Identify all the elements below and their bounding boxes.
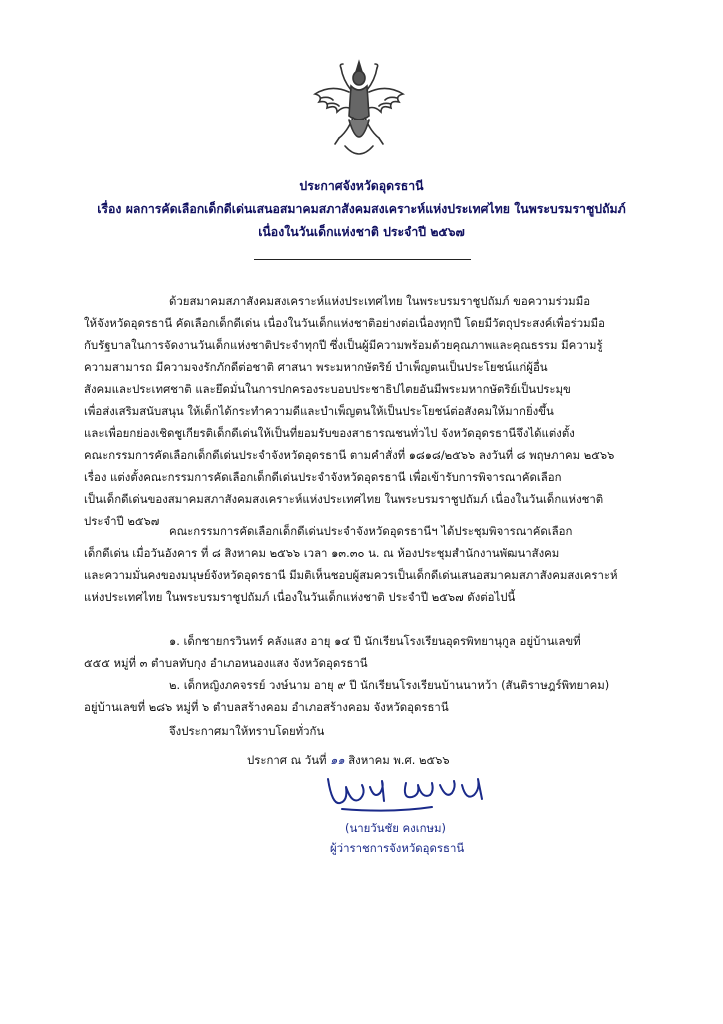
paragraph-1-line: เรื่อง แต่งตั้งคณะกรรมการคัดเลือกเด็กดีเด่นประจำจังหวัดอุดรธานี เพื่อเข้ารับการพิจารณาคัดเลือก <box>84 470 562 484</box>
paragraph-1-line: ให้จังหวัดอุดรธานี คัดเลือกเด็กดีเด่น เนื่องในวันเด็กแห่งชาติอย่างต่อเนื่องทุกปี โดยมีวัตถุประสงค์เพื่อร่วมมือ <box>84 316 606 330</box>
paragraph-1-line: เป็นเด็กดีเด่นของสมาคมสภาสังคมสงเคราะห์แห่งประเทศไทย ในพระบรมราชูปถัมภ์ เนื่องในวันเด็กแห่งชาติ <box>84 492 604 506</box>
selected-child-1-line: ๑. เด็กชายกรวินทร์ คลังแสง อายุ ๑๔ ปี นักเรียนโรงเรียนอุดรพิทยานุกูล อยู่บ้านเลขที่ <box>169 634 581 648</box>
paragraph-1-line: กับรัฐบาลในการจัดงานวันเด็กแห่งชาติประจำทุกปี ซึ่งเป็นผู้มีความพร้อมด้วยคุณภาพและคุณธรรม มีความรู้ <box>84 338 603 352</box>
closing-statement: จึงประกาศมาให้ทราบโดยทั่วกัน <box>169 724 325 738</box>
selected-child-2-line: ๒. เด็กหญิงภคจรรย์ วงษ์นาม อายุ ๙ ปี นักเรียนโรงเรียนบ้านนาหว้า (สันติราษฎร์พิทยาคม) <box>169 678 610 692</box>
paragraph-1-line: และเพื่อยกย่องเชิดชูเกียรติเด็กดีเด่นให้เป็นที่ยอมรับของสาธารณชนทั่วไป จังหวัดอุดรธานีจึงได้แต่งตั้ง <box>84 426 575 440</box>
paragraph-1-line: ความสามารถ มีความจงรักภักดีต่อชาติ ศาสนา พระมหากษัตริย์ บำเพ็ญตนเป็นประโยชน์แก่ผู้อื่น <box>84 360 548 374</box>
announcement-title: ประกาศจังหวัดอุดรธานี <box>299 179 424 193</box>
signer-name: (นายวันชัย คงเกษม) <box>345 821 446 835</box>
issue-date-day: ๑๑ <box>330 753 345 767</box>
header-divider <box>254 259 471 260</box>
paragraph-2-line: แห่งประเทศไทย ในพระบรมราชูปถัมภ์ เนื่องในวันเด็กแห่งชาติ ประจำปี ๒๕๖๗ ดังต่อไปนี้ <box>84 590 516 604</box>
signer-position: ผู้ว่าราชการจังหวัดอุดรธานี <box>330 841 465 855</box>
paragraph-1 <box>84 290 654 532</box>
selected-child-1-line: ๕๕๕ หมู่ที่ ๓ ตำบลทับกุง อำเภอหนองแสง จังหวัดอุดรธานี <box>84 656 368 670</box>
garuda-emblem-icon <box>309 58 409 162</box>
paragraph-2 <box>84 520 654 608</box>
paragraph-2-line: และความมั่นคงของมนุษย์จังหวัดอุดรธานี มีมติเห็นชอบผู้สมควรเป็นเด็กดีเด่นเสนอสมาคมสภาสังคมสงเคราะห์ <box>84 568 618 582</box>
paragraph-2-line: คณะกรรมการคัดเลือกเด็กดีเด่นประจำจังหวัดอุดรธานีฯ ได้ประชุมพิจารณาคัดเลือก <box>169 524 573 538</box>
selected-child-2 <box>84 674 654 718</box>
paragraph-1-line: ประจำปี ๒๕๖๗ <box>84 514 160 528</box>
selected-child-1 <box>84 630 654 674</box>
handwritten-signature <box>322 765 502 815</box>
paragraph-1-line: เพื่อส่งเสริมสนับสนุน ให้เด็กได้กระทำความดีและบำเพ็ญตนให้เป็นประโยชน์ต่อสังคมให้มากยิ่งขึ้น <box>84 404 554 418</box>
paragraph-1-line: คณะกรรมการคัดเลือกเด็กดีเด่นประจำจังหวัดอุดรธานี ตามคำสั่งที่ ๑๘๑๘/๒๕๖๖ ลงวันที่ ๘ พฤษภาคม ๒๕๖๖ <box>84 448 615 462</box>
paragraph-2-line: เด็กดีเด่น เมื่อวันอังคาร ที่ ๘ สิงหาคม ๒๕๖๖ เวลา ๑๓.๓๐ น. ณ ห้องประชุมสำนักงานพัฒนาสังคม <box>84 546 560 560</box>
subject-line-2: เนื่องในวันเด็กแห่งชาติ ประจำปี ๒๕๖๗ <box>258 225 465 239</box>
paragraph-1-line: สังคมและประเทศชาติ และยึดมั่นในการปกครองระบอบประชาธิปไตยอันมีพระมหากษัตริย์เป็นประมุข <box>84 382 571 396</box>
issue-date-suffix: สิงหาคม พ.ศ. ๒๕๖๖ <box>348 753 450 767</box>
selected-child-2-line: อยู่บ้านเลขที่ ๒๘๖ หมู่ที่ ๖ ตำบลสร้างคอม อำเภอสร้างคอม จังหวัดอุดรธานี <box>84 700 449 714</box>
paragraph-1-line: ด้วยสมาคมสภาสังคมสงเคราะห์แห่งประเทศไทย ในพระบรมราชูปถัมภ์ ขอความร่วมมือ <box>169 294 591 308</box>
subject-line-1: เรื่อง ผลการคัดเลือกเด็กดีเด่นเสนอสมาคมสภาสังคมสงเคราะห์แห่งประเทศไทย ในพระบรมราชูปถัมภ์ <box>97 202 626 216</box>
issue-date-prefix: ประกาศ ณ วันที่ <box>247 753 327 767</box>
